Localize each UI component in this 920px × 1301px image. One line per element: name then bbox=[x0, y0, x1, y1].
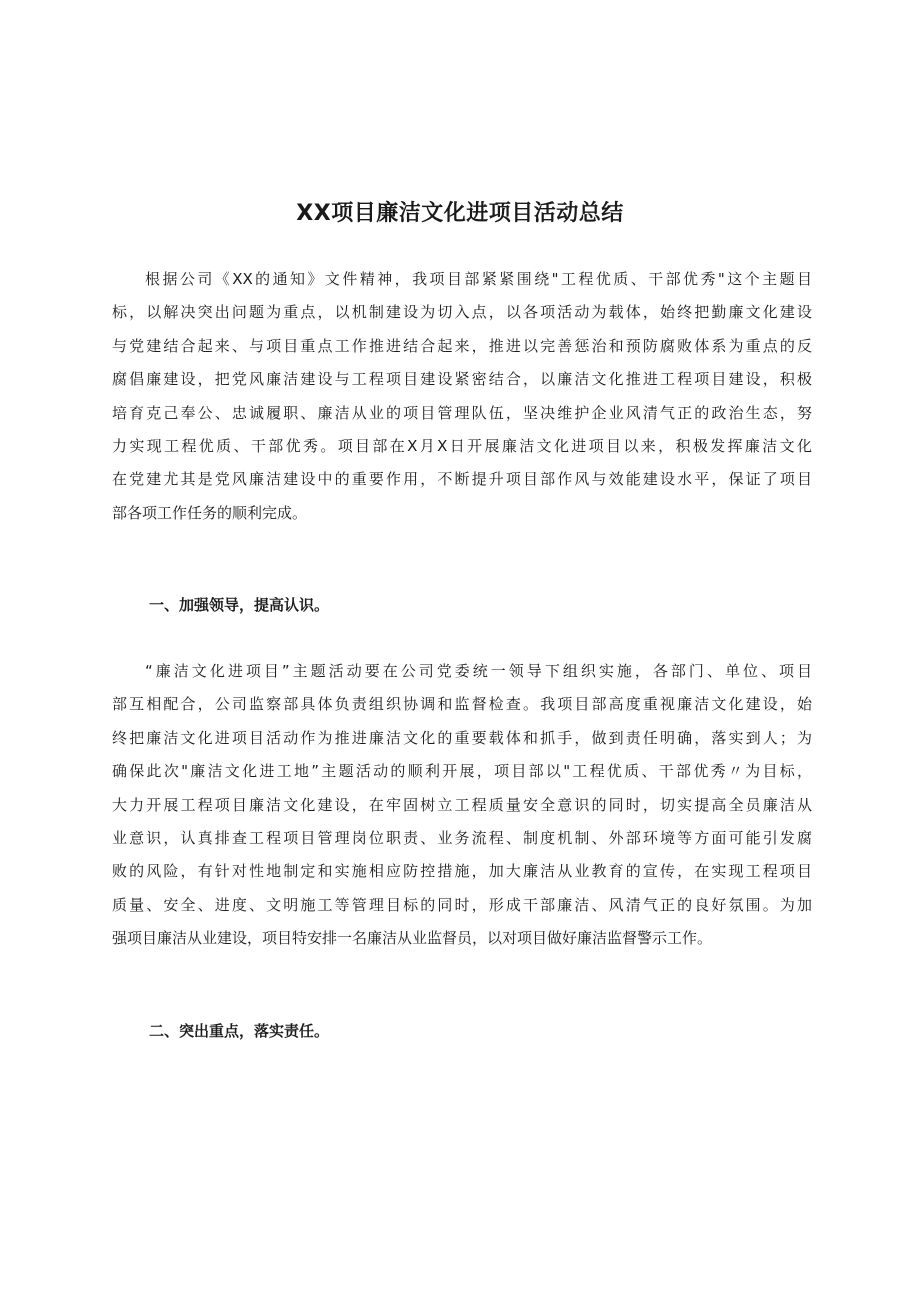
paragraph-line: 部各项工作任务的顺利完成。 bbox=[112, 503, 308, 522]
paragraph-line: 力实现工程优质、干部优秀。项目部在X月X日开展廉洁文化进项目以来，积极发挥廉洁文化 bbox=[112, 436, 812, 455]
section1-paragraph bbox=[112, 655, 812, 956]
paragraph-line: 培育克己奉公、忠诚履职、廉洁从业的项目管理队伍，坚决维护企业风清气正的政治生态，努 bbox=[112, 403, 812, 422]
paragraph-line: 败的风险，有针对性地制定和实施相应防控措施，加大廉洁从业教育的宣传，在实现工程项目 bbox=[112, 862, 812, 881]
paragraph-line: 腐倡廉建设，把党风廉洁建设与工程项目建设紧密结合，以廉洁文化推进工程项目建设，积极 bbox=[112, 370, 812, 389]
paragraph-line: 业意识，认真排查工程项目管理岗位职责、业务流程、制度机制、外部环境等方面可能引发腐 bbox=[112, 828, 812, 847]
paragraph-line: 根据公司《XX的通知》文件精神，我项目部紧紧围绕"工程优质、干部优秀"这个主题目 bbox=[145, 270, 812, 288]
paragraph-line: 质量、安全、进度、文明施工等管理目标的同时，形成干部廉洁、风清气正的良好氛围。为加 bbox=[112, 895, 812, 914]
paragraph-line: “廉洁文化进项目”主题活动要在公司党委统一领导下组织实施，各部门、单位、项目 bbox=[145, 662, 812, 680]
document-title: XX项目廉洁文化进项目活动总结 bbox=[296, 201, 624, 226]
paragraph-line: 大力开展工程项目廉洁文化建设，在牢固树立工程质量安全意识的同时，切实提高全员廉洁从 bbox=[112, 795, 812, 814]
paragraph-line: 部互相配合，公司监察部具体负责组织协调和监督检查。我项目部高度重视廉洁文化建设，始 bbox=[112, 695, 812, 714]
paragraph-line: 强项目廉洁从业建设，项目特安排一名廉洁从业监督员，以对项目做好廉洁监督警示工作。 bbox=[112, 929, 713, 948]
paragraph-line: 与党建结合起来、与项目重点工作推进结合起来，推进以完善惩治和预防腐败体系为重点的反 bbox=[112, 336, 812, 355]
paragraph-line: 确保此次"廉洁文化进工地”主题活动的顺利开展，项目部以"工程优质、干部优秀〃为目标， bbox=[112, 762, 812, 781]
paragraph-line: 终把廉洁文化进项目活动作为推进廉洁文化的重要载体和抓手，做到责任明确，落实到人；为 bbox=[112, 728, 812, 747]
section-heading-2: 二、突出重点，落实责任。 bbox=[149, 1022, 330, 1040]
paragraph-line: 标，以解决突出问题为重点，以机制建设为切入点，以各项活动为载体，始终把勤廉文化建设 bbox=[112, 303, 812, 322]
paragraph-line: 在党建尤其是党风廉洁建设中的重要作用，不断提升项目部作风与效能建设水平，保证了项目 bbox=[112, 470, 812, 489]
section-heading-1: 一、加强领导，提高认识。 bbox=[149, 596, 330, 614]
intro-paragraph bbox=[112, 263, 812, 530]
